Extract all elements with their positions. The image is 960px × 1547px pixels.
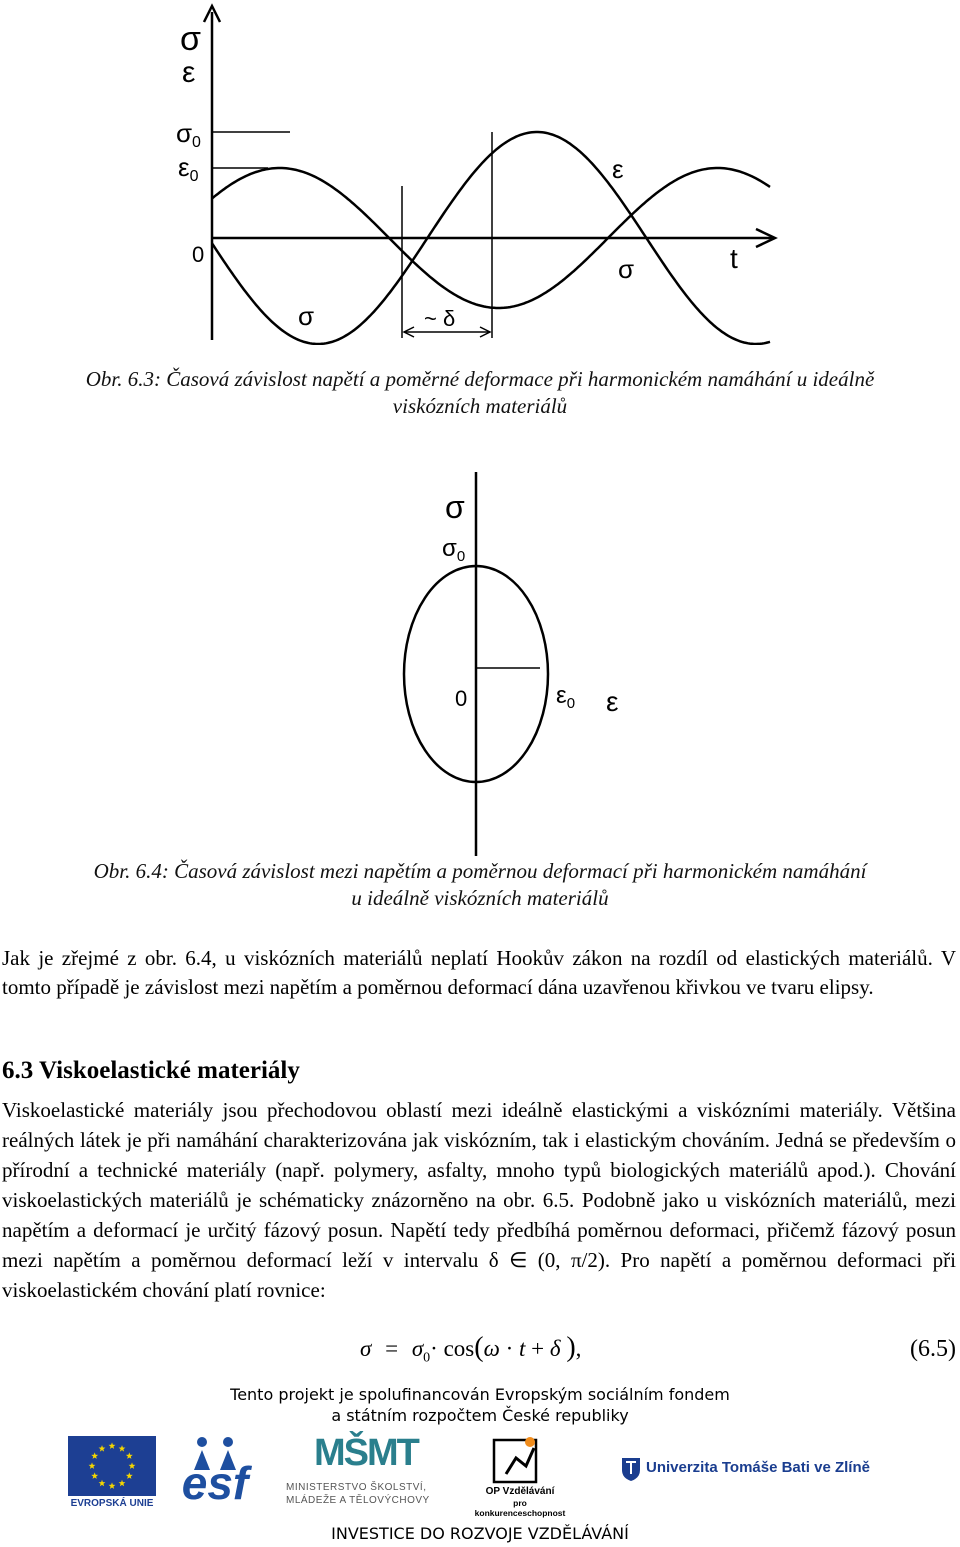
epsilon0-label: ε0 xyxy=(178,152,199,185)
figure2-caption xyxy=(0,858,960,912)
eq-sub0: 0 xyxy=(423,1350,431,1366)
eq-t: t xyxy=(519,1336,526,1361)
figure-stress-strain-ellipse xyxy=(380,460,660,860)
eq-comma: , xyxy=(575,1336,582,1361)
section-heading: 6.3 Viskoelastické materiály xyxy=(2,1057,300,1084)
footer-bottom-line: INVESTICE DO ROZVOJE VZDĚLÁVÁNÍ xyxy=(331,1524,629,1543)
equation-number: (6.5) xyxy=(910,1336,956,1362)
op-line2: pro konkurenceschopnost xyxy=(474,1498,566,1518)
utb-emblem-icon xyxy=(620,1456,642,1482)
eu-flag-icon xyxy=(68,1436,156,1496)
msmt-name-line1: MINISTERSTVO ŠKOLSTVÍ, xyxy=(286,1482,427,1493)
fig2-sigma0-label: $\sigma_0$ xyxy=(442,535,466,565)
figure1-caption-line2: viskózních materiálů xyxy=(392,394,568,418)
figure-time-dependence xyxy=(150,0,790,345)
fig2-axis-label-sigma: σ xyxy=(445,489,465,525)
equation-6-5 xyxy=(360,1332,581,1367)
op-line1: OP Vzdělávání xyxy=(485,1486,555,1497)
footer-funding-line2: a státním rozpočtem České republiky xyxy=(331,1406,629,1425)
utb-label: Univerzita Tomáše Bati ve Zlíně xyxy=(646,1459,870,1476)
t-axis-label: t xyxy=(730,243,738,274)
delta-label: ~ δ xyxy=(424,306,456,331)
eq-delta: δ xyxy=(549,1336,561,1361)
eq-cos: cos xyxy=(443,1336,475,1361)
eq-equals: = xyxy=(385,1336,399,1361)
fig1-axis-label-sigma: σ xyxy=(180,20,201,58)
esf-label: esf xyxy=(181,1457,249,1509)
eu-logo xyxy=(68,1436,156,1508)
eq-plus: + xyxy=(531,1336,545,1361)
utb-logo xyxy=(620,1456,880,1486)
fig1-origin-label: 0 xyxy=(192,242,205,267)
figure1-caption xyxy=(0,366,960,420)
msmt-letters: MŠMT xyxy=(314,1432,418,1474)
sigma0-label: σ0 xyxy=(176,118,201,151)
eq-dot: · xyxy=(430,1336,438,1361)
esf-logo xyxy=(172,1432,258,1508)
fig2-epsilon0-label: $\varepsilon_0$ xyxy=(556,682,576,712)
eq-dot2: · xyxy=(505,1336,514,1361)
msmt-logo xyxy=(286,1432,466,1508)
eu-label: EVROPSKÁ UNIE xyxy=(70,1498,154,1509)
sigma-curve-label-right: σ xyxy=(618,254,635,284)
fig1-axis-label-epsilon: ε xyxy=(182,56,196,89)
eq-lparen: ( xyxy=(474,1332,484,1363)
epsilon-curve-label: ε xyxy=(612,154,624,184)
figure2-caption-line1: Obr. 6.4: Časová závislost mezi napětím a poměrnou deformací při harmonickém namáhání xyxy=(93,859,867,883)
sigma-curve-label-bottom: σ xyxy=(298,301,315,331)
body-paragraph-1: Jak je zřejmé z obr. 6.4, u viskózních materiálů neplatí Hookův zákon na rozdíl od elastických materiálů. V tomto případě je závislost mezi napětím a poměrnou deformací dána uzavřenou křivkou ve tvaru elipsy. xyxy=(2,946,956,999)
fig2-origin-label: 0 xyxy=(455,686,468,711)
msmt-name-line2: MLÁDEŽE A TĚLOVÝCHOVY xyxy=(286,1495,430,1506)
figure2-caption-line2: u ideálně viskózních materiálů xyxy=(351,886,609,910)
eq-sigma: σ xyxy=(360,1336,372,1361)
section-paragraph: Viskoelastické materiály jsou přechodovou oblastí mezi ideálně elastickými a viskózními materiály. Většina reálných látek je při namáhání charakterizována jak viskózním, tak i elastickým chováním. Jedná se především o přírodní a technické materiály (např. polymery, asfalty, mnoho typů biologických materiálů apod.). Chování viskoelastických materiálů je schématicky znázorněno na obr. 6.5. Podobně jako u viskózních materiálů, mezi napětím a deformací je určitý fázový posun. Napětí tedy předbíhá poměrnou deformaci, přičemž fázový posun mezi napětím a poměrnou deformací leží v intervalu δ ∈ (0, π/2). Pro napětí a poměrnou deformaci při viskoelastickém chování platí rovnice: xyxy=(2,1098,956,1302)
eq-rparen: ) xyxy=(566,1332,576,1363)
eq-omega: ω xyxy=(483,1336,500,1361)
fig2-axis-label-epsilon: ε xyxy=(606,686,619,717)
op-figure-icon xyxy=(470,1434,570,1484)
op-logo xyxy=(470,1434,570,1518)
eq-sigma0: σ xyxy=(411,1336,424,1361)
figure1-caption-line1: Obr. 6.3: Časová závislost napětí a poměrné deformace při harmonickém namáhání u ideálně xyxy=(85,367,875,391)
footer-funding-line1: Tento projekt je spolufinancován Evropským sociálním fondem xyxy=(230,1385,730,1404)
